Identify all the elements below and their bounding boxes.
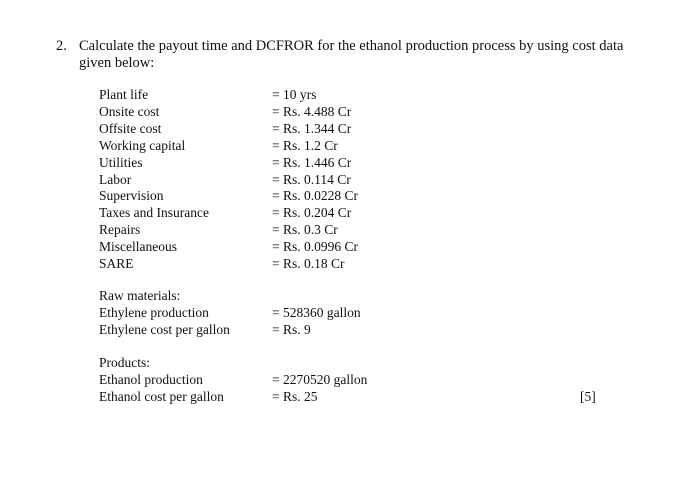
table-row [99,155,358,172]
table-row [99,372,367,389]
row-label: Labor [99,171,132,187]
section-heading [99,355,367,372]
table-row [99,172,358,189]
row-label: Ethylene cost per gallon [99,321,230,337]
row-value: = Rs. 0.204 Cr [272,205,352,221]
row-value: = Rs. 1.344 Cr [272,120,352,136]
row-label: Supervision [99,188,164,204]
products-section [99,355,367,406]
row-label: Plant life [99,87,149,102]
row-value: = 2270520 gallon [272,371,368,387]
row-value: = Rs. 0.0228 Cr [272,188,358,204]
row-label: Onsite cost [99,103,160,119]
table-row [99,188,358,205]
row-label: Repairs [99,222,141,238]
row-value: = Rs. 4.488 Cr [272,103,352,119]
row-value: = 10 yrs [272,87,317,102]
section-heading [99,288,361,305]
row-value: = Rs. 0.114 Cr [272,171,351,187]
table-row [99,322,361,339]
row-label: Utilities [99,154,143,170]
row-value: = Rs. 1.446 Cr [272,154,352,170]
table-row [99,104,358,121]
table-row [99,87,358,104]
question-text-line1: Calculate the payout time and DCFROR for the ethanol production process by using cost data [79,38,624,54]
table-row [99,239,358,256]
table-row [99,256,358,273]
row-value: = Rs. 9 [272,321,311,337]
table-row [99,389,367,406]
row-value: = Rs. 0.3 Cr [272,222,338,238]
raw-materials-section [99,288,361,339]
table-row [99,138,358,155]
row-value: = 528360 gallon [272,304,361,320]
table-row [99,121,358,138]
table-row [99,222,358,239]
table-row [99,205,358,222]
raw-materials-heading: Raw materials: [99,288,181,303]
question-number: 2. [56,38,67,54]
row-label: Ethylene production [99,304,209,320]
row-value: = Rs. 1.2 Cr [272,137,338,153]
row-label: Ethanol cost per gallon [99,388,224,404]
question-text-line2: given below: [79,55,155,71]
row-label: Working capital [99,137,186,153]
row-label: Miscellaneous [99,239,177,255]
products-heading: Products: [99,355,151,370]
cost-data-table [99,87,358,273]
row-value: = Rs. 0.18 Cr [272,256,345,272]
row-value: = Rs. 0.0996 Cr [272,239,358,255]
table-row [99,305,361,322]
row-label: Ethanol production [99,371,203,387]
marks-label: [5] [580,389,596,404]
row-label: Taxes and Insurance [99,205,210,221]
row-label: Offsite cost [99,120,162,136]
row-label: SARE [99,256,134,272]
row-value: = Rs. 25 [272,388,318,404]
